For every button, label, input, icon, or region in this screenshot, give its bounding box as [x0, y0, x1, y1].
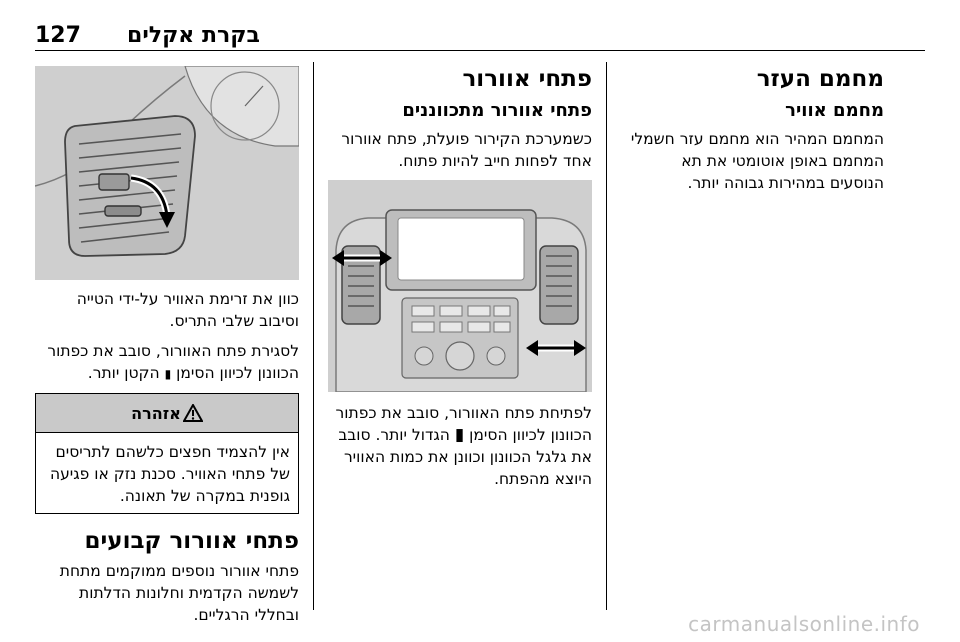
chapter-title: בקרת אקלים [127, 23, 260, 48]
paragraph-fixed-vents: פתחי אוורור נוספים ממוקמים מתחת לשמשה הקדמית וחלונות הדלתות ובחללי הרגליים. [59, 562, 299, 624]
dashboard-vents-drawing [328, 180, 592, 392]
warning-triangle-icon [183, 404, 203, 422]
small-marker-symbol: ▮ [164, 367, 172, 381]
subheading-adjustable-vents: פתחי אוורור מתכווננים [402, 100, 592, 121]
dashboard-vents-illustration [328, 180, 592, 392]
middle-column [328, 62, 592, 498]
open-vent-text-after: הגדול יותר. סובב את גלגל הכוונון וכוונן את כמות האוויר היוצא מהפתח. [338, 426, 592, 488]
paragraph-direct-airflow: כוון את זרימת האוויר על-ידי הטייה וסיבוב שלבי התריס. [76, 290, 299, 330]
page-header [35, 22, 925, 51]
open-vent-text-before: לפתיחת פתח האוורור, סובב את כפתור הכוונון לכיוון הסימן [335, 404, 592, 444]
paragraph-close-vent [35, 340, 299, 385]
paragraph-air-heater: המחמם המהיר הוא מחמם עזר חשמלי המחמם באופן אוטומטי את תא הנוסעים במהירות גבוהה יותר. [630, 130, 884, 192]
paragraph-open-vent [328, 402, 592, 490]
right-column [626, 62, 884, 202]
side-vent-drawing [35, 66, 299, 280]
column-divider-left [313, 62, 314, 610]
subheading-air-heater: מחמם אוויר [785, 100, 884, 121]
warning-box [35, 393, 299, 514]
close-vent-text-after: הקטן יותר. [87, 364, 160, 382]
section-heading-aux-heater: מחמם העזר [756, 66, 884, 92]
page-number: 127 [35, 23, 81, 48]
large-marker-symbol: ▮ [454, 425, 465, 445]
section-heading-fixed-vents: פתחי אוורור קבועים [84, 528, 299, 554]
warning-title: אזהרה [131, 403, 181, 423]
close-vent-text-before: לסגירת פתח האוורור, סובב את כפתור הכוונון לכיוון הסימן [47, 342, 299, 382]
side-vent-illustration [35, 66, 299, 280]
warning-header [36, 394, 298, 433]
warning-text: אין להצמיד חפצים כלשהם לתריסים של פתחי האוויר. סכנת נזק או פגיעה גופנית במקרה של תאונה. [49, 443, 290, 505]
watermark: carmanualsonline.info [688, 612, 920, 636]
column-divider-right [606, 62, 607, 610]
paragraph-vent-open-required: כשמערכת הקירור פועלת, פתח אוורור אחד לפחות חייב להיות פתוח. [341, 130, 592, 170]
left-column [35, 62, 299, 634]
section-heading-vents: פתחי אוורור [462, 66, 592, 92]
